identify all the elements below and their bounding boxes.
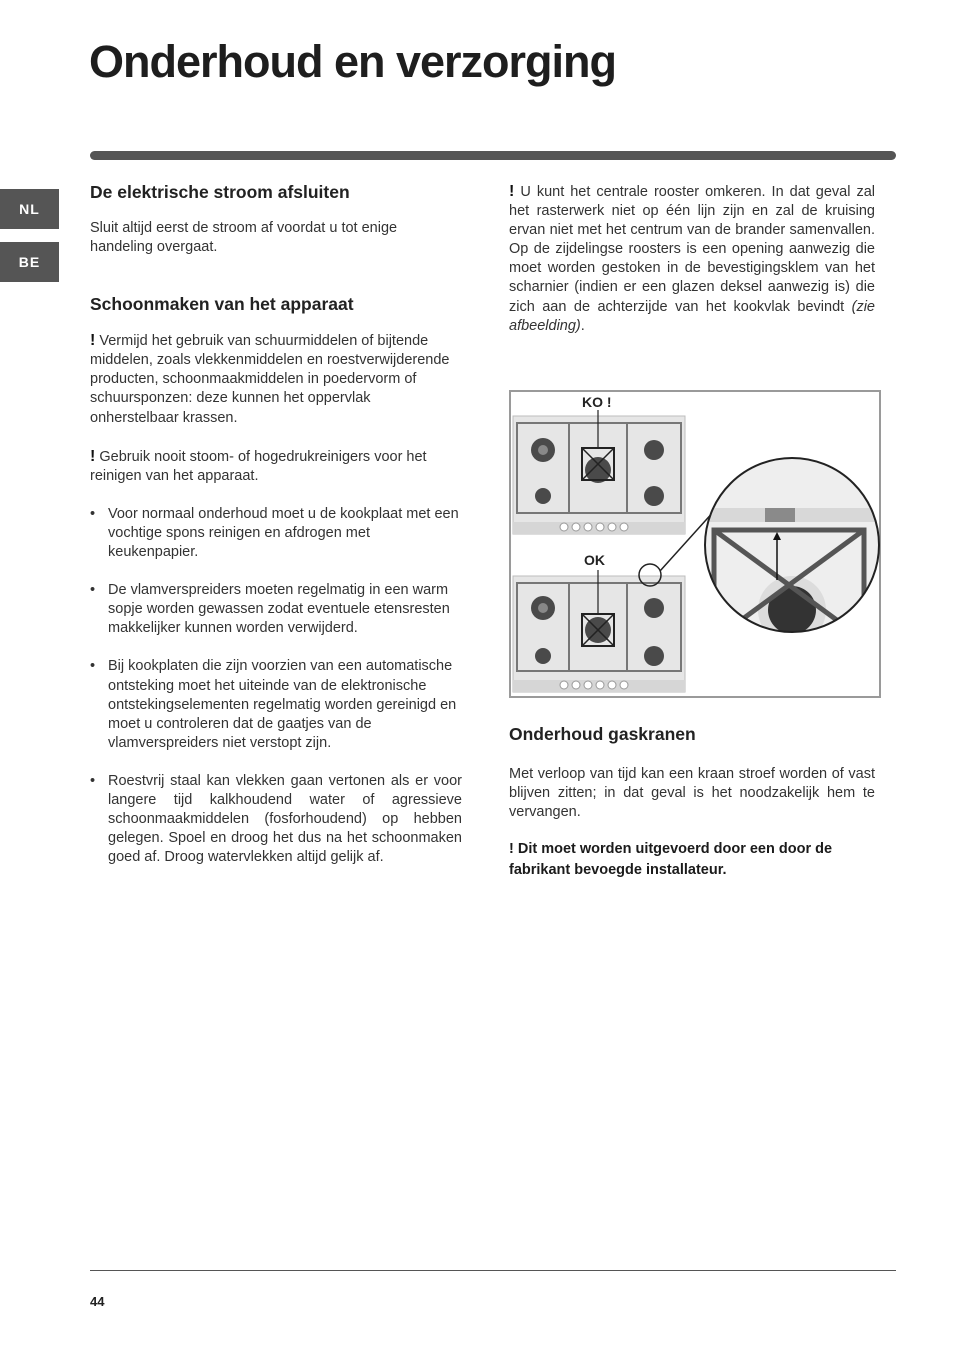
warning-mark: ! [90,332,96,350]
section-body-power: Sluit altijd eerst de stroom af voordat u tot enige handeling overgaat. [90,220,398,256]
warning-mark: ! [90,447,96,465]
warning-mark: ! [509,183,515,200]
grid-reverse-note [509,182,875,336]
cleaning-list [90,505,462,868]
warning-steam-text: Gebruik nooit stoom- of hogedrukreinigers voor het reinigen van het apparaat. [90,448,427,484]
warning-abrasives-text: Vermijd het gebruik van schuurmiddelen of bijtende middelen, zoals vlekkenmiddelen en roestverwijderende producten, schoonmaakmiddelen in poedervorm of schuursponzen: deze kunnen het oppervlak onherstelbaar krassen. [90,333,450,426]
footer-rule [90,1270,896,1271]
label-ok: OK [584,552,605,568]
page-number: 44 [90,1294,105,1309]
gas-taps-section [509,722,875,881]
page-title: Onderhoud en verzorging [89,36,617,87]
list-item: • De vlamverspreiders moeten regelmatig in een warm sopje worden gewassen zodat eventuele etensresten makkelijker kunnen worden verwijderd. [90,581,462,638]
language-tab-be: BE [0,242,59,282]
list-item: • Bij kookplaten die zijn voorzien van een automatische ontsteking moet het uiteinde van de elektronische ontstekingselementen regelmatig worden gereinigd en moet u controleren dat de gaatjes van de vlamverspreiders niet verstopt zijn. [90,657,462,752]
left-column [90,180,462,867]
warning-steam [90,447,462,486]
list-item: • Roestvrij staal kan vlekken gaan vertonen als er voor langere tijd kalkhoudend water of agressieve schoonmaakmiddelen (fosforhoudend) op hebben gelegen. Spoel en droog het dus na het schoonmaken goed af. Droog watervlekken altijd gelijk af. [90,772,462,867]
header-rule [90,151,896,160]
section-title-gas-taps: Onderhoud gaskranen [509,724,696,744]
section-body-gas-taps: Met verloop van tijd kan een kraan stroef worden of vast blijven zitten; in dat geval is het noodzakelijk hem te vervangen. [509,766,875,821]
grid-reverse-note-text: U kunt het centrale rooster omkeren. In dat geval zal het rasterwerk niet op één lijn zijn en zal de kruising ervan niet met het centrum van de brander samenvallen. Op de zijdelingse roosters is een opening aanwezig die moet worden gestoken in de bevestigingsklem van het scharnier (indien er een glazen deksel aanwezig is) die zich aan de achterzijde van het kookvlak bevindt [509,184,876,315]
installer-warning: ! Dit moet worden uitgevoerd door een door de fabrikant bevoegde installateur. [509,841,833,879]
hob-illustration-ko [513,410,685,534]
section-title-power: De elektrische stroom afsluiten [90,182,350,202]
label-ko: KO ! [582,394,612,410]
right-column [509,182,875,336]
hob-grid-figure [509,390,881,698]
language-tab-nl: NL [0,189,59,229]
hob-illustration-ok [513,564,685,692]
section-title-cleaning: Schoonmaken van het apparaat [90,294,354,315]
note-end: . [580,317,585,334]
list-item: • Voor normaal onderhoud moet u de kookplaat met een vochtige spons reinigen en afdrogen met keukenpapier. [90,505,462,562]
see-figure-reference: (zie afbeelding) [509,298,875,334]
warning-abrasives [90,331,462,427]
